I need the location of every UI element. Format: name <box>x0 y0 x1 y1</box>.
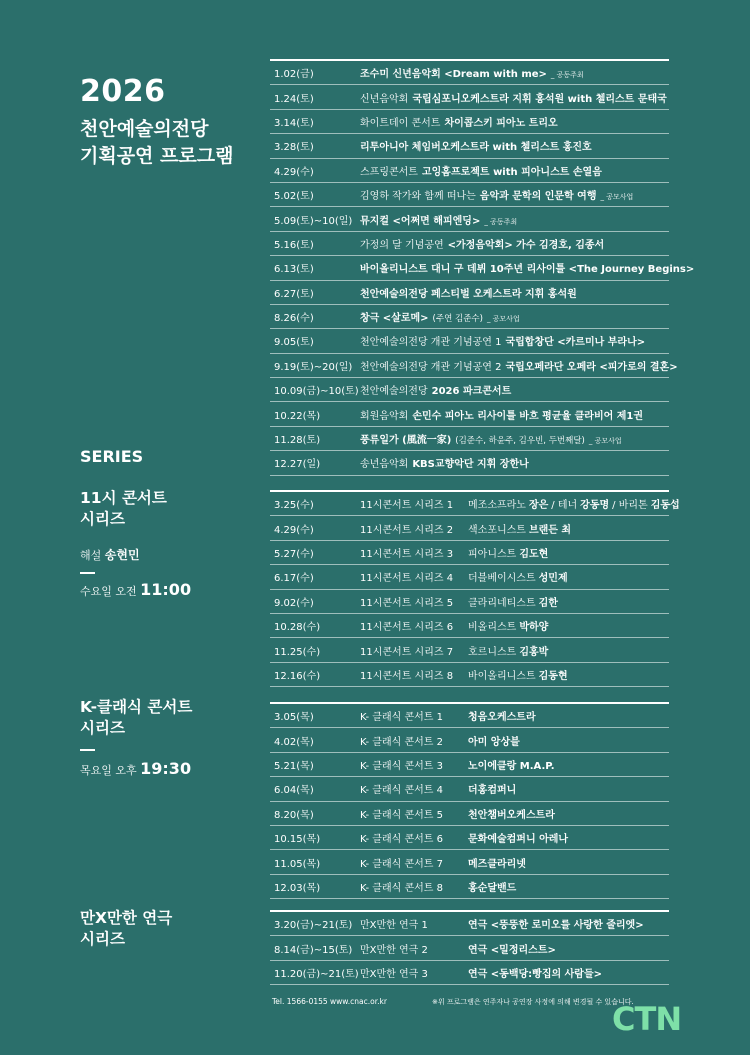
series2-performer: 아미 앙상블 <box>468 736 520 748</box>
series2-date: 10.15(목) <box>274 834 321 846</box>
series2-performer: 청음오케스트라 <box>468 712 536 724</box>
program-prefix: 천안예술의전당 개관 기념공연 1 <box>360 337 502 349</box>
series1-row <box>270 516 669 540</box>
performer-role: 색소포니스트 <box>468 524 526 536</box>
program-title: 풍류일가 (風流一家) <box>360 435 452 447</box>
series2-title-line2: 시리즈 <box>80 719 125 737</box>
program-prefix: 천안예술의전당 <box>360 386 428 398</box>
series2-row <box>270 850 669 874</box>
program-row <box>270 61 669 85</box>
program-date: 11.28(토) <box>274 435 321 447</box>
series2-category: K- 클래식 콘서트 8 <box>360 882 443 894</box>
program-cast: (주연 김준수) <box>432 314 483 325</box>
series2-row <box>270 753 669 777</box>
series2-category: K- 클래식 콘서트 3 <box>360 760 443 772</box>
program-date: 9.05(토) <box>274 337 314 349</box>
program-title: 천안예술의전당 페스티벌 오케스트라 지휘 홍석원 <box>360 288 577 300</box>
program-row <box>270 159 669 183</box>
series3-title-line2: 시리즈 <box>80 930 125 948</box>
series1-time-value: 11:00 <box>140 580 192 599</box>
program-prefix: 김영하 작가와 함께 떠나는 <box>360 191 476 203</box>
series1-category: 11시콘서트 시리즈 2 <box>360 524 454 536</box>
program-title: 창극 <살로메> <box>360 313 429 325</box>
program-date: 6.27(토) <box>274 288 314 300</box>
series2-date: 4.02(목) <box>274 736 314 748</box>
series3-play: 연극 <동백당:빵집의 사람들> <box>468 968 602 980</box>
program-row <box>270 329 669 353</box>
performer-role: 클라리네티스트 <box>468 597 536 609</box>
series2-performer: 문화예술컴퍼니 아레나 <box>468 834 569 846</box>
program-title: 뮤지컬 <어쩌면 해피엔딩> <box>360 215 481 227</box>
program-body <box>360 236 604 251</box>
program-prefix: 송년음악회 <box>360 459 409 471</box>
series1-title <box>80 488 255 530</box>
series1-category: 11시콘서트 시리즈 1 <box>360 500 454 512</box>
series1-performers <box>468 569 571 584</box>
program-title: 차이콥스키 피아노 트리오 <box>444 117 558 129</box>
series3-title-line1: 만X만한 연극 <box>80 909 173 927</box>
program-title: 국립오페라단 오페라 <피가로의 결혼> <box>505 361 678 373</box>
program-title: 리투아니아 체임버오케스트라 with 첼리스트 홍진호 <box>360 142 592 154</box>
program-title: 국립합창단 <카르미나 부라나> <box>505 337 646 349</box>
series2-category: K- 클래식 콘서트 1 <box>360 712 443 724</box>
program-prefix: 화이트데이 콘서트 <box>360 117 441 129</box>
series1-row <box>270 638 669 662</box>
program-prefix: 천안예술의전당 개관 기념공연 2 <box>360 361 502 373</box>
series3-category: 만X만한 연극 3 <box>360 968 428 980</box>
program-date: 4.29(수) <box>274 166 314 178</box>
year-heading: 2026 <box>80 74 166 109</box>
program-body <box>360 114 558 129</box>
performer-name: 브랜든 최 <box>528 524 572 536</box>
program-body <box>360 90 667 105</box>
program-body <box>360 333 645 348</box>
series1-date: 11.25(수) <box>274 646 321 658</box>
performer-name: 김한 <box>538 597 558 609</box>
performer-role: / 테너 <box>551 500 578 512</box>
program-title: 음악과 문학의 인문학 여행 <box>479 191 597 203</box>
program-row <box>270 402 669 426</box>
performer-role: 메조소프라노 <box>468 500 526 512</box>
series2-performer: 홍순달밴드 <box>468 882 517 894</box>
series1-host <box>80 546 255 563</box>
program-row <box>270 256 695 280</box>
program-date: 5.09(토)~10(일) <box>274 215 353 227</box>
series2-performer: 메즈클라리넷 <box>468 858 526 870</box>
performer-name: 성민제 <box>538 573 568 585</box>
performer-role: 호르니스트 <box>468 646 517 658</box>
program-date: 6.13(토) <box>274 264 314 276</box>
series2-table <box>270 702 669 899</box>
series3-date: 8.14(금)~15(토) <box>274 944 353 956</box>
program-cast: (김준수, 하윤주, 김우빈, 두번째달) <box>455 436 585 447</box>
series3-row <box>270 936 669 960</box>
program-body <box>360 358 678 373</box>
program-prefix: 스프링콘서트 <box>360 166 418 178</box>
series1-performers <box>468 594 561 609</box>
program-row <box>270 281 669 305</box>
series2-row <box>270 704 669 728</box>
program-body <box>360 187 633 202</box>
series2-performer: 더홍컴퍼니 <box>468 785 517 797</box>
series3-title <box>80 908 255 950</box>
series3-date: 11.20(금)~21(토) <box>274 968 359 980</box>
series1-row <box>270 590 669 614</box>
program-date: 9.19(토)~20(일) <box>274 361 353 373</box>
series3-category: 만X만한 연극 1 <box>360 920 428 932</box>
series3-table <box>270 910 669 985</box>
series2-date: 11.05(목) <box>274 858 321 870</box>
series1-date: 9.02(수) <box>274 597 314 609</box>
program-note: _ 공모사업 <box>600 193 634 202</box>
program-note: _ 공모사업 <box>486 315 520 324</box>
performer-name: 김도현 <box>519 548 549 560</box>
program-date: 10.22(목) <box>274 410 321 422</box>
series2-date: 12.03(목) <box>274 882 321 894</box>
ctn-logo: CTN <box>612 1000 682 1038</box>
series1-row <box>270 614 669 638</box>
series1-category: 11시콘서트 시리즈 3 <box>360 548 454 560</box>
series2-title <box>80 697 255 739</box>
performer-role: 더블베이시스트 <box>468 573 536 585</box>
program-body <box>360 382 511 397</box>
series3-play: 연극 <밀정리스트> <box>468 944 556 956</box>
series2-title-line1: K-클래식 콘서트 <box>80 698 193 716</box>
notice-text: ※위 프로그램은 연주자나 공연장 사정에 의해 변경될 수 있습니다. <box>432 998 634 1006</box>
program-row <box>270 427 669 451</box>
series1-category: 11시콘서트 시리즈 8 <box>360 670 454 682</box>
series2-category: K- 클래식 콘서트 6 <box>360 834 443 846</box>
series2-row <box>270 728 669 752</box>
series1-row <box>270 492 680 516</box>
program-body <box>360 285 577 300</box>
series3-category: 만X만한 연극 2 <box>360 944 428 956</box>
program-body <box>360 138 592 153</box>
program-title: 손민수 피아노 리사이틀 바흐 평균율 클라비어 제1권 <box>412 410 644 422</box>
performer-name: 강동명 <box>580 500 610 512</box>
program-row <box>270 378 669 402</box>
series2-date: 6.04(목) <box>274 785 314 797</box>
title-line-1: 천안예술의전당 <box>80 118 209 140</box>
series2-time <box>80 759 255 778</box>
series1-info <box>80 488 255 599</box>
performer-name: 김동섭 <box>650 500 680 512</box>
series3-date: 3.20(금)~21(토) <box>274 920 353 932</box>
series1-performers <box>468 618 551 633</box>
program-title: 2026 파크콘서트 <box>431 386 512 398</box>
performer-name: 김홍박 <box>519 646 549 658</box>
program-title: 국립심포니오케스트라 지휘 홍석원 with 첼리스트 문태국 <box>412 93 667 105</box>
program-note: _ 공동주최 <box>484 217 518 226</box>
program-title: 바이올리니스트 대니 구 데뷔 10주년 리사이틀 <The Journey Begins> <box>360 264 695 276</box>
program-row <box>270 354 678 378</box>
program-prefix: 신년음악회 <box>360 93 409 105</box>
series2-row <box>270 875 669 899</box>
program-title: KBS교향악단 지휘 장한나 <box>412 459 529 471</box>
program-title: 조수미 신년음악회 <Dream with me> <box>360 69 547 81</box>
performer-role: 비올리스트 <box>468 622 517 634</box>
performer-role: 바이올리니스트 <box>468 670 536 682</box>
divider <box>80 749 95 751</box>
series1-category: 11시콘서트 시리즈 6 <box>360 622 454 634</box>
page-title <box>80 116 255 170</box>
series1-title-line1: 11시 콘서트 <box>80 489 167 507</box>
main-program-table <box>270 59 695 476</box>
program-row <box>270 207 669 231</box>
program-body <box>360 260 694 275</box>
series1-date: 10.28(수) <box>274 622 321 634</box>
series2-info <box>80 697 255 778</box>
series2-category: K- 클래식 콘서트 5 <box>360 809 443 821</box>
series2-time-label: 목요일 오후 <box>80 764 137 777</box>
series2-date: 5.21(목) <box>274 760 314 772</box>
series1-host-label: 해설 <box>80 549 102 562</box>
program-body <box>360 407 643 422</box>
series3-play: 연극 <뚱뚱한 로미오를 사랑한 줄리엣> <box>468 920 644 932</box>
program-row <box>270 305 669 329</box>
series1-row <box>270 565 669 589</box>
series2-row <box>270 777 669 801</box>
program-date: 12.27(일) <box>274 459 321 471</box>
series2-date: 8.20(목) <box>274 809 314 821</box>
series1-time <box>80 580 255 599</box>
series1-date: 12.16(수) <box>274 670 321 682</box>
series2-category: K- 클래식 콘서트 2 <box>360 736 443 748</box>
program-row <box>270 232 669 256</box>
series2-category: K- 클래식 콘서트 4 <box>360 785 443 797</box>
contact-info: Tel. 1566-0155 www.cnac.or.kr <box>272 997 387 1006</box>
program-date: 10.09(금)~10(토) <box>274 386 359 398</box>
series1-category: 11시콘서트 시리즈 4 <box>360 573 454 585</box>
series1-performers <box>468 667 571 682</box>
program-note: _ 공동주최 <box>550 71 584 80</box>
series2-performer: 천안챔버오케스트라 <box>468 809 555 821</box>
program-body <box>360 212 517 227</box>
program-body <box>360 65 584 80</box>
program-title: 고잉홈프로젝트 with 피아니스트 손열음 <box>421 166 602 178</box>
series1-date: 6.17(수) <box>274 573 314 585</box>
series1-performers <box>468 545 551 560</box>
performer-name: 박하양 <box>519 622 549 634</box>
program-row <box>270 110 669 134</box>
program-title: <가정음악회> 가수 김경호, 김종서 <box>447 239 605 251</box>
series1-host-name: 송현민 <box>104 548 140 562</box>
program-date: 3.14(토) <box>274 117 314 129</box>
divider <box>80 572 95 574</box>
performer-name: 김동현 <box>538 670 568 682</box>
series1-category: 11시콘서트 시리즈 5 <box>360 597 454 609</box>
program-note: _ 공모사업 <box>588 437 622 446</box>
series1-date: 4.29(수) <box>274 524 314 536</box>
title-line-2: 기획공연 프로그램 <box>80 145 234 167</box>
series2-date: 3.05(목) <box>274 712 314 724</box>
program-date: 5.02(토) <box>274 191 314 203</box>
series1-category: 11시콘서트 시리즈 7 <box>360 646 454 658</box>
series2-performer: 노이에클랑 M.A.P. <box>468 760 555 772</box>
program-body <box>360 309 520 324</box>
program-date: 1.24(토) <box>274 93 314 105</box>
program-prefix: 회원음악회 <box>360 410 409 422</box>
program-row <box>270 451 669 475</box>
series3-row <box>270 912 669 936</box>
series1-performers <box>468 496 683 511</box>
series1-table <box>270 490 680 687</box>
series1-performers <box>468 643 551 658</box>
program-date: 5.16(토) <box>274 239 314 251</box>
performer-name: 장은 <box>528 500 549 512</box>
program-row <box>270 85 669 109</box>
program-row <box>270 183 669 207</box>
series1-date: 3.25(수) <box>274 500 314 512</box>
program-row <box>270 134 669 158</box>
series1-title-line2: 시리즈 <box>80 510 125 528</box>
performer-role: / 바리톤 <box>612 500 648 512</box>
performer-role: 피아니스트 <box>468 548 517 560</box>
series1-performers <box>468 521 574 536</box>
series-heading: SERIES <box>80 447 144 466</box>
series1-time-label: 수요일 오전 <box>80 585 137 598</box>
program-date: 3.28(토) <box>274 142 314 154</box>
program-body <box>360 163 602 178</box>
series3-row <box>270 961 669 985</box>
series2-row <box>270 802 669 826</box>
series2-time-value: 19:30 <box>140 759 192 778</box>
program-body <box>360 431 622 446</box>
series1-date: 5.27(수) <box>274 548 314 560</box>
series1-row <box>270 663 669 687</box>
program-date: 1.02(금) <box>274 69 314 81</box>
program-date: 8.26(수) <box>274 313 314 325</box>
program-body <box>360 455 529 470</box>
program-prefix: 가정의 달 기념공연 <box>360 239 444 251</box>
series2-row <box>270 826 669 850</box>
series2-category: K- 클래식 콘서트 7 <box>360 858 443 870</box>
series1-row <box>270 541 669 565</box>
series3-info <box>80 908 255 950</box>
